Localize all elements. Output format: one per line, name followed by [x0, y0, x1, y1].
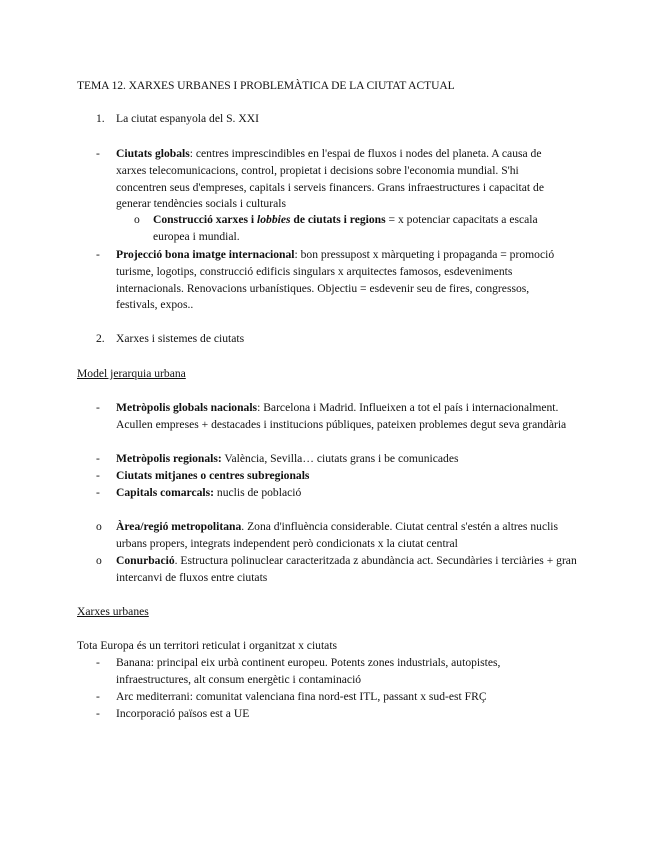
list-bullet-circle: o	[96, 554, 102, 567]
section-2-heading: Xarxes i sistemes de ciutats	[116, 332, 245, 345]
sub-item-xarxes-lobbies	[153, 212, 558, 246]
term-bold: Projecció bona imatge internacional	[116, 248, 295, 261]
list-bullet-circle: o	[96, 520, 102, 533]
list-item-metropolis-globals	[116, 400, 571, 434]
term-italic: lobbies	[257, 213, 291, 226]
document-title: TEMA 12. XARXES URBANES I PROBLEMÀTICA DE LA CIUTAT ACTUAL	[77, 79, 455, 92]
term-text: . Estructura polinuclear caracteritzada z abundància act. Secundàries i terciàries + gran intercanvi de fluxos entre ciutats	[116, 554, 577, 584]
term-bold: Metròpolis globals nacionals	[116, 401, 258, 414]
term-bold: Construcció xarxes i	[153, 213, 258, 226]
section-1-number: 1.	[96, 112, 105, 125]
section-1-heading: La ciutat espanyola del S. XXI	[116, 112, 259, 125]
list-bullet-dash: -	[96, 486, 100, 499]
list-item-area-metropolitana	[116, 519, 586, 553]
list-bullet-dash: -	[96, 248, 100, 261]
paragraph-intro: Tota Europa és un territori reticulat i organitzat x ciutats	[77, 639, 338, 652]
section-2-number: 2.	[96, 332, 105, 345]
list-bullet-dash: -	[96, 656, 100, 669]
list-item-conurbacio	[116, 553, 586, 587]
list-item-arc-mediterrani: Arc mediterrani: comunitat valenciana fina nord-est ITL, passant x sud-est FRÇ	[116, 690, 487, 703]
term-text: = x potenciar capacitats a escala europea i mundial.	[153, 213, 538, 243]
subheading-xarxes-urbanes: Xarxes urbanes	[77, 605, 149, 618]
list-item-incorporacio: Incorporació països est a UE	[116, 707, 250, 720]
list-item-capitals-comarcals	[116, 485, 571, 502]
term-bold: Àrea/regió metropolitana	[116, 520, 242, 533]
term-bold: Ciutats mitjanes o centres subregionals	[116, 469, 310, 482]
list-bullet-dash: -	[96, 707, 100, 720]
term-text: . Zona d'influència considerable. Ciutat central s'estén a altres nuclis urbans propers, integrats independent però condicionats x la ciutat central	[116, 520, 559, 550]
list-item-ciutats-globals	[116, 146, 571, 213]
term-bold: Capitals comarcals:	[116, 486, 214, 499]
list-item-projeccio	[116, 247, 571, 314]
subheading-model-jerarquia: Model jerarquia urbana	[77, 367, 186, 380]
list-bullet-dash: -	[96, 147, 100, 160]
term-text: nuclis de població	[214, 486, 302, 499]
list-bullet-dash: -	[96, 469, 100, 482]
list-bullet-dash: -	[96, 690, 100, 703]
term-text: : centres imprescindibles en l'espai de fluxos i nodes del planeta. A causa de xarxes telecomunicacions, control, propietat i decisions sobre l'economia mundial. S'hi concentren seus d'empreses, capitals i serveis financers. Grans infraestructures i capacitat de generar tendències socials i culturals	[116, 147, 544, 211]
list-bullet-dash: -	[96, 452, 100, 465]
term-text: València, Sevilla… ciutats grans i be comunicades	[221, 452, 459, 465]
list-bullet-circle: o	[134, 213, 140, 226]
list-item-metropolis-regionals	[116, 451, 571, 468]
term-bold: Ciutats globals	[116, 147, 190, 160]
term-text: : Barcelona i Madrid. Influeixen a tot el país i internacionalment. Acullen empreses + destacades i institucions públiques, pateixen problemes degut seva grandària	[116, 401, 567, 431]
list-item-ciutats-mitjanes	[116, 468, 571, 485]
term-bold: Metròpolis regionals:	[116, 452, 222, 465]
term-text: : bon pressupost x màrqueting i propaganda = promoció turisme, logotips, construcció edificis singulars x arquitectes famosos, esdeveniments internacionals. Renovacions urbanístiques. Objectiu = esdevenir seu de fires, congressos, festivals, expos..	[116, 248, 555, 312]
list-bullet-dash: -	[96, 401, 100, 414]
term-bold: de ciutats i regions	[290, 213, 386, 226]
list-item-banana: Banana: principal eix urbà continent europeu. Potents zones industrials, autopistes, infraestructures, alt consum energètic i contaminació	[116, 656, 501, 686]
term-bold: Conurbació	[116, 554, 175, 567]
